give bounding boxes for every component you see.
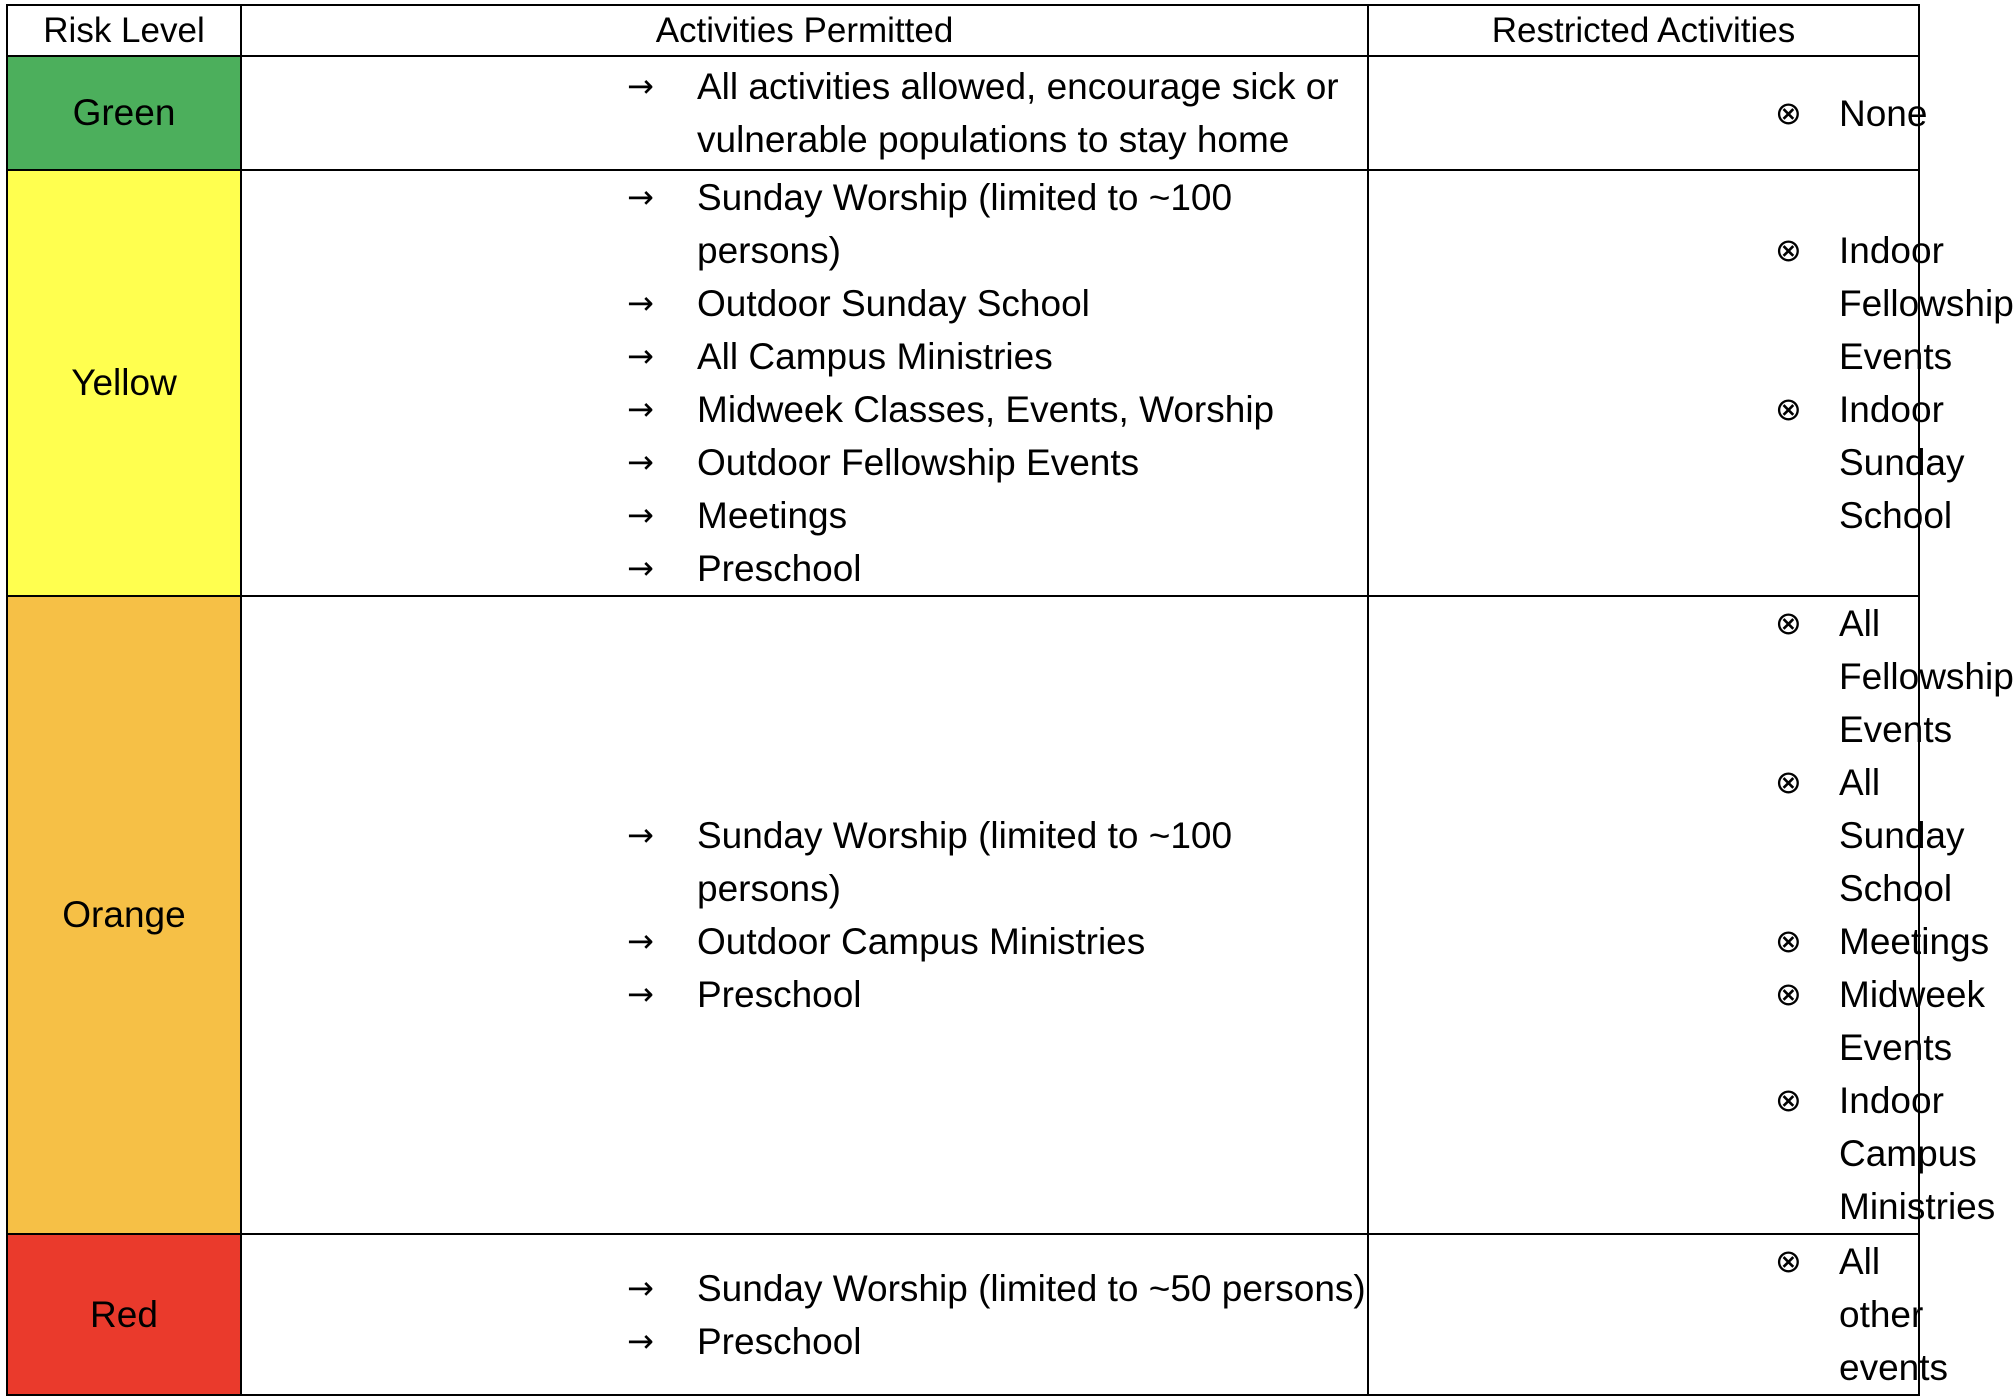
restricted-cell [1368,56,1928,170]
permitted-item [627,809,1367,915]
restricted-cell [1368,1234,1949,1395]
row-yellow [7,170,1919,596]
circled-x-icon: ⊗ [1775,1081,1802,1119]
arrow-icon: → [627,337,654,375]
row-red [7,1234,1919,1395]
circled-x-icon: ⊗ [1775,93,1802,132]
risk-level-label: Yellow [71,362,177,403]
permitted-item [627,915,1367,968]
circled-x-icon: ⊗ [1775,231,1802,269]
risk-level-label: Orange [62,894,186,935]
restricted-item-text: Indoor Campus Ministries [1839,1080,1996,1227]
permitted-item-text: All Campus Ministries [697,336,1053,377]
permitted-list [242,60,1367,166]
permitted-item-text: Preschool [697,974,862,1015]
permitted-item-text: Preschool [697,548,862,589]
permitted-item-text: Outdoor Fellowship Events [697,442,1140,483]
permitted-cell [241,170,1368,596]
risk-level-label: Green [72,92,176,133]
arrow-icon: → [627,496,654,534]
circled-x-icon: ⊗ [1775,604,1802,642]
restricted-list [1378,1235,1949,1394]
permitted-item-text: Sunday Worship (limited to ~100 persons) [697,177,1233,271]
circled-x-icon: ⊗ [1775,763,1802,801]
header-row [7,5,1919,56]
risk-level-cell [7,1234,241,1395]
restricted-item-text: Meetings [1839,921,1990,962]
permitted-item [627,1315,1367,1368]
permitted-list [242,809,1367,1021]
restricted-item [1775,597,2014,756]
arrow-icon: → [627,1321,654,1360]
restricted-item [1775,1074,1996,1233]
row-green [7,56,1919,170]
arrow-icon: → [627,284,654,322]
restricted-item [1775,1235,1949,1394]
circled-x-icon: ⊗ [1775,922,1802,960]
restricted-item-text: All Sunday School [1839,762,1965,909]
restricted-item [1775,915,1990,968]
arrow-icon: → [627,443,654,481]
permitted-item [627,171,1367,277]
permitted-item [627,330,1367,383]
permitted-item [627,489,1367,542]
restricted-item-text: Midweek Events [1839,974,1985,1068]
arrow-icon: → [627,390,654,428]
permitted-item-text: Sunday Worship (limited to ~50 persons) [697,1267,1366,1309]
restricted-item-text: All other events [1839,1241,1949,1388]
restricted-list [1378,87,1928,140]
permitted-item-text: Preschool [697,1320,862,1362]
restricted-item-text: None [1839,92,1928,134]
restricted-item-text: Indoor Fellowship Events [1839,230,2014,377]
permitted-item-text: Outdoor Campus Ministries [697,921,1146,962]
header-activities-permitted: Activities Permitted [241,5,1368,56]
permitted-item-text: Outdoor Sunday School [697,283,1090,324]
arrow-icon: → [627,922,654,960]
permitted-cell [241,56,1368,170]
row-orange [7,596,1919,1234]
arrow-icon: → [627,816,654,854]
restricted-item [1775,87,1928,140]
arrow-icon: → [627,1268,654,1307]
circled-x-icon: ⊗ [1775,1242,1802,1280]
arrow-icon: → [627,975,654,1013]
permitted-cell [241,1234,1368,1395]
risk-level-table-frame [6,4,2014,1388]
permitted-item [627,1262,1367,1315]
restricted-cell [1368,170,2014,596]
arrow-icon: → [627,67,654,105]
arrow-icon: → [627,178,654,216]
restricted-list [1378,597,2014,1233]
restricted-list [1378,224,2014,542]
restricted-item-text: Indoor Sunday School [1839,389,1965,536]
header-restricted-activities: Restricted Activities [1368,5,1919,56]
risk-level-cell [7,56,241,170]
restricted-item [1775,968,1985,1074]
permitted-item [627,542,1367,595]
restricted-cell [1368,596,2014,1234]
permitted-item-text: All activities allowed, encourage sick or vulnerable populations to stay home [697,66,1339,160]
permitted-item-text: Sunday Worship (limited to ~100 persons) [697,815,1233,909]
permitted-item [627,60,1367,166]
permitted-item-text: Midweek Classes, Events, Worship [697,389,1275,430]
restricted-item [1775,756,1965,915]
risk-level-cell [7,596,241,1234]
permitted-item [627,968,1367,1021]
restricted-item [1775,383,1965,542]
permitted-list [242,1262,1367,1368]
circled-x-icon: ⊗ [1775,390,1802,428]
permitted-item-text: Meetings [697,495,848,536]
circled-x-icon: ⊗ [1775,975,1802,1013]
permitted-item [627,383,1367,436]
permitted-item [627,277,1367,330]
arrow-icon: → [627,549,654,587]
permitted-list [242,171,1367,595]
permitted-item [627,436,1367,489]
restricted-item [1775,224,2014,383]
restricted-item-text: All Fellowship Events [1839,603,2014,750]
risk-level-table [6,4,2014,1396]
permitted-cell [241,596,1368,1234]
risk-level-label: Red [90,1293,158,1335]
header-risk-level: Risk Level [7,5,241,56]
risk-level-cell [7,170,241,596]
